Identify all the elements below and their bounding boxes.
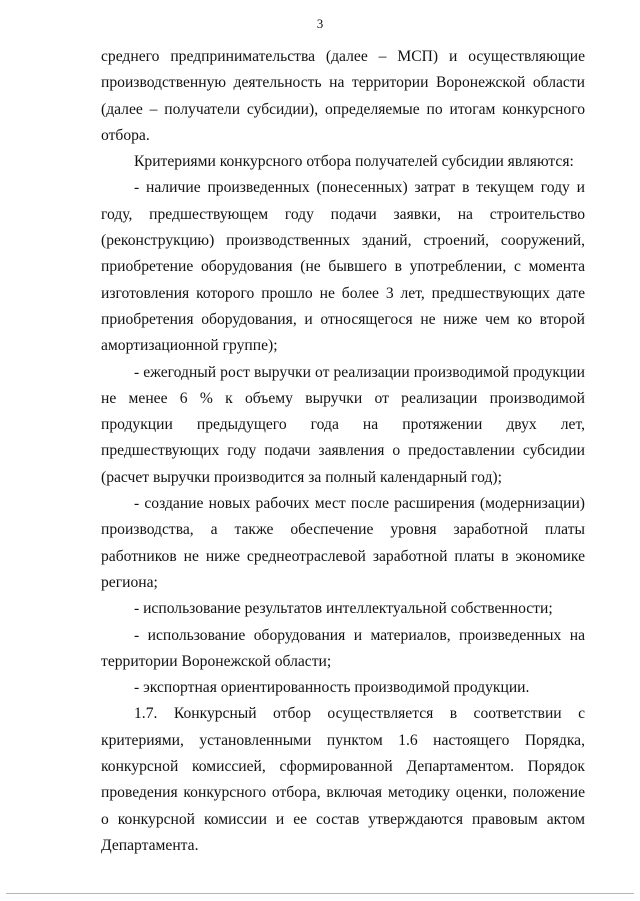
page-number: 3 — [316, 16, 324, 31]
paragraph-section-1-7: 1.7. Конкурсный отбор осуществляется в соответствии с критериями, установленными пунктом 1.6 настоящего Порядка, конкурсной комиссией, сформированной Департаментом. Порядок проведения конкурсного отбора, включая методику оценки, положение о конкурсной комиссии и ее состав утверждаются правовым актом Департамента. — [101, 705, 585, 854]
paragraph-criterion-export: - экспортная ориентированность производимой продукции. — [134, 679, 530, 697]
paragraph-msp-recipients: среднего предпринимательства (далее – МСП) и осуществляющие производственную деятельность на территории Воронежской области (далее – получатели субсидии), определяемые по итогам конкурсного отбора. — [101, 48, 585, 144]
paragraph-criterion-costs: - наличие произведенных (понесенных) затрат в текущем году и году, предшествующем году подачи заявки, на строительство (реконструкцию) производственных зданий, строений, сооружений, приобретение оборудования (не бывшего в употреблении, с момента изготовления которого прошло не более 3 лет, предшествующих дате приобретения оборудования, и относящегося не ниже чем ко второй амортизационной группе); — [101, 179, 585, 355]
document-body — [101, 44, 585, 859]
paragraph-criterion-intellectual-property: - использование результатов интеллектуальной собственности; — [134, 600, 553, 618]
paragraph-criterion-revenue-growth: - ежегодный рост выручки от реализации производимой продукции не менее 6 % к объему выручки от реализации производимой продукции предыдущего года на протяжении двух лет, предшествующих году подачи заявления о предоставлении субсидии (расчет выручки производится за полный календарный год); — [101, 363, 585, 486]
paragraph-criterion-local-equipment: - использование оборудования и материалов, произведенных на территории Воронежской области; — [101, 626, 585, 670]
paragraph-criteria-intro: Критериями конкурсного отбора получателей субсидии являются: — [134, 153, 574, 171]
paragraph-criterion-new-jobs: - создание новых рабочих мест после расширения (модернизации) производства, а также обеспечение уровня заработной платы работников не ниже среднеотраслевой заработной платы в экономике региона; — [101, 495, 585, 591]
scan-bottom-edge — [6, 893, 634, 894]
